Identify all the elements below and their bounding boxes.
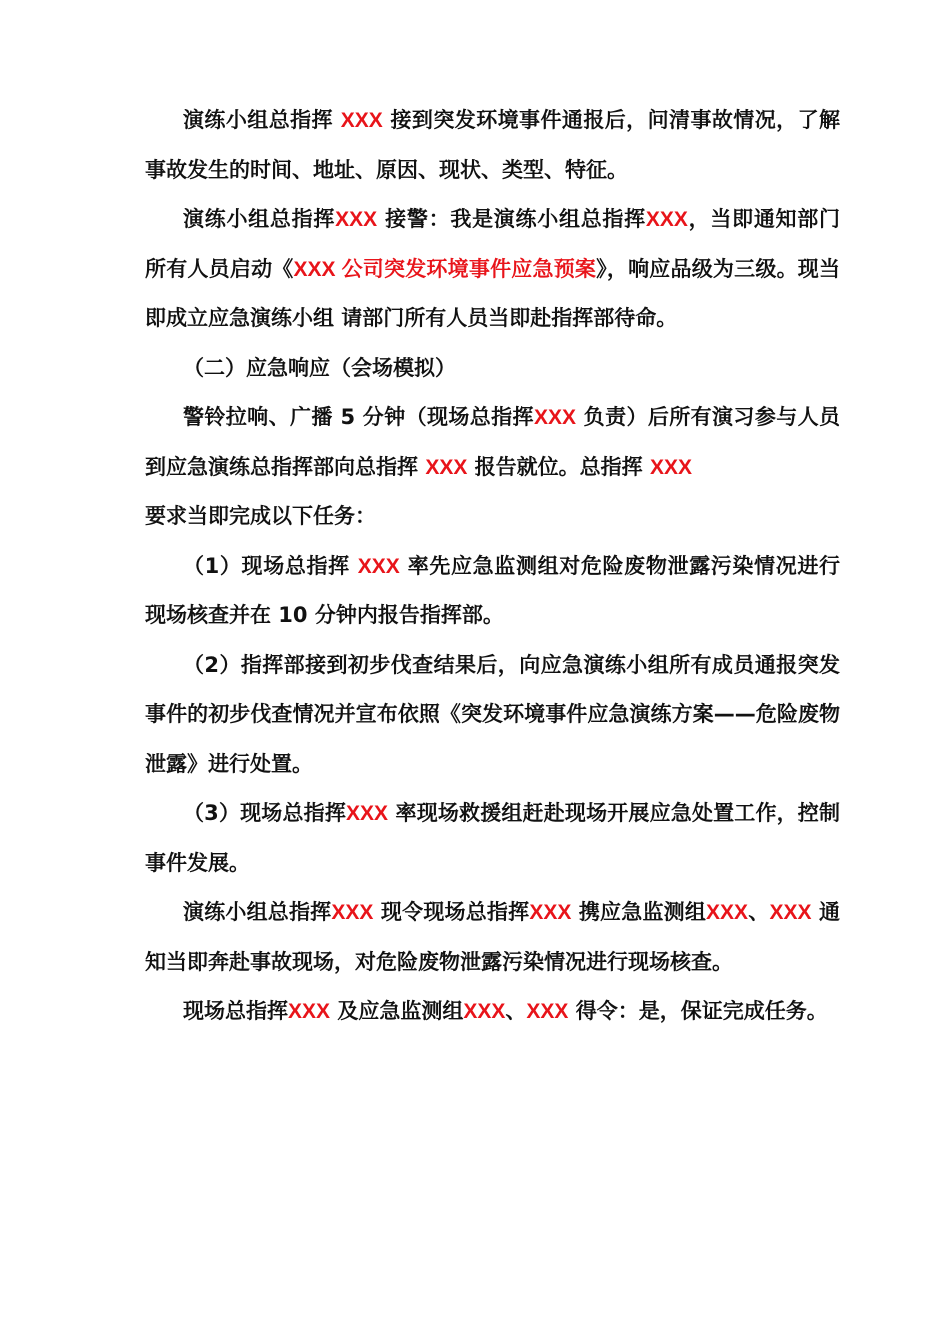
text-run: 警铃拉响、广播 5 分钟（现场总指挥 <box>183 405 534 429</box>
text-run: 负责）后所有演习参与人员到应急演练总指挥部向总指挥 <box>145 405 841 479</box>
text-run: 率现场救援组赶赴现场开展应急处置工作，控制事件发展。 <box>145 801 840 875</box>
text-run: 通知当即奔赴事故现场，对危险废物泄露污染情况进行现场核查。 <box>145 900 841 974</box>
highlighted-placeholder: XXX <box>533 406 576 429</box>
highlighted-placeholder: XXX <box>529 901 572 924</box>
text-run: （1）现场总指挥 <box>183 553 358 578</box>
text-run: 要求当即完成以下任务： <box>145 504 376 528</box>
highlighted-placeholder: XXX <box>425 455 468 479</box>
paragraph <box>145 96 840 195</box>
text-run: 、 <box>505 999 527 1023</box>
document-body <box>145 96 840 1037</box>
paragraph <box>145 641 840 790</box>
text-run: （2）指挥部接到初步伐查结果后，向应急演练小组所有成员通报突发事件的初步伐查情况并宣布依照《突发环境事件应急演练方案——危险废物泄露》进行处置。 <box>145 652 840 776</box>
text-run: 接到突发环境事件通报后，问清事故情况，了解事故发生的时间、地址、原因、现状、类型、特征。 <box>145 108 840 182</box>
highlighted-placeholder: XXX <box>463 1000 506 1023</box>
paragraph <box>145 393 840 542</box>
text-run: 率先应急监测组对危险废物泄露污染情况进行现场核查并在 10 分钟内报告指挥部。 <box>145 553 840 627</box>
highlighted-placeholder: XXX <box>645 208 688 231</box>
text-run: 》，响应品级为三级。现当即成立应急演练小组 请部门所有人员当即赴指挥部待命。 <box>145 256 840 330</box>
text-run: 现令现场总指挥 <box>373 900 530 924</box>
text-run: 接警：我是演练小组总指挥 <box>377 207 646 231</box>
paragraph <box>145 195 840 344</box>
highlighted-placeholder: XXX <box>340 109 383 132</box>
highlighted-placeholder: XXX <box>346 802 389 825</box>
text-run: 演练小组总指挥 <box>183 900 332 924</box>
highlighted-placeholder: XXX <box>649 455 692 479</box>
paragraph <box>145 888 840 987</box>
highlighted-placeholder: XXX <box>288 1000 331 1023</box>
text-run: 携应急监测组 <box>571 900 707 924</box>
highlighted-placeholder: XXX <box>706 901 749 924</box>
text-run: 演练小组总指挥 <box>183 108 341 132</box>
text-run: 现场总指挥 <box>183 999 288 1023</box>
paragraph <box>145 789 840 888</box>
highlighted-placeholder: XXX <box>331 901 374 924</box>
paragraph <box>145 344 840 394</box>
text-run: （二）应急响应（会场模拟） <box>183 355 456 380</box>
text-run: （3）现场总指挥 <box>183 801 346 825</box>
highlighted-placeholder: XXX <box>335 208 378 231</box>
text-run: 演练小组总指挥 <box>183 207 336 231</box>
paragraph <box>145 987 840 1037</box>
text-run: 及应急监测组 <box>330 999 464 1023</box>
text-run: 报告就位。总指挥 <box>467 454 650 479</box>
highlighted-placeholder: XXX <box>357 554 400 578</box>
text-run: 、 <box>748 900 770 924</box>
paragraph <box>145 542 840 641</box>
text-run: ，当即通知部门所有人员启动《 <box>145 207 841 281</box>
text-run: 得令：是，保证完成任务。 <box>568 999 828 1023</box>
highlighted-placeholder: XXX 公司突发环境事件应急预案 <box>293 257 597 281</box>
highlighted-placeholder: XXX <box>526 1000 569 1023</box>
highlighted-placeholder: XXX <box>769 901 812 924</box>
